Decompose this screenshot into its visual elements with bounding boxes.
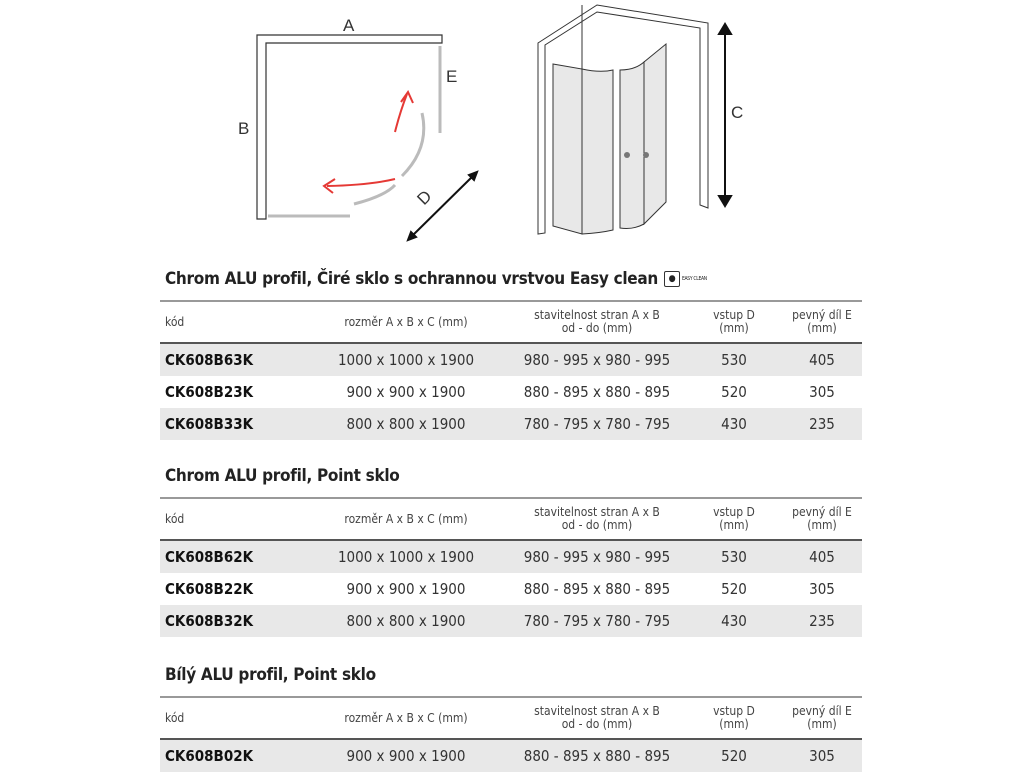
cell: 530 <box>721 547 747 566</box>
cell: 430 <box>721 611 747 630</box>
table-header: kód rozměr A x B x C (mm) stavitelnost stran A x B od - do (mm) vstup D (mm) pevný díl E (mm) <box>160 696 862 740</box>
cell: 980 - 995 x 980 - 995 <box>523 350 671 369</box>
product-table <box>160 696 862 772</box>
cell: 520 <box>721 579 747 598</box>
product-table <box>160 497 862 637</box>
cell: 305 <box>809 579 835 598</box>
label-b: B <box>238 119 250 138</box>
cell: CK608B23K <box>165 382 254 401</box>
cell: 900 x 900 x 1900 <box>346 382 466 401</box>
section-title: Bílý ALU profil, Point sklo <box>165 665 376 685</box>
cell: 430 <box>721 414 747 433</box>
cell: 900 x 900 x 1900 <box>346 746 466 765</box>
cell: 980 - 995 x 980 - 995 <box>523 547 671 566</box>
cell: 520 <box>721 382 747 401</box>
cell: CK608B63K <box>165 350 254 369</box>
table-row <box>160 408 862 440</box>
cell: 305 <box>809 746 835 765</box>
cell: 780 - 795 x 780 - 795 <box>523 414 671 433</box>
cell: 235 <box>809 414 835 433</box>
table-row <box>160 344 862 376</box>
label-d: D <box>413 186 436 209</box>
cell: 880 - 895 x 880 - 895 <box>523 382 671 401</box>
cell: CK608B62K <box>165 547 254 566</box>
cell: 800 x 800 x 1900 <box>346 611 466 630</box>
cell: 900 x 900 x 1900 <box>346 579 466 598</box>
label-e: E <box>446 67 458 86</box>
cell: CK608B32K <box>165 611 254 630</box>
table-row <box>160 541 862 573</box>
table-header: kód rozměr A x B x C (mm) stavitelnost stran A x B od - do (mm) vstup D (mm) pevný díl E (mm) <box>160 300 862 344</box>
section-title: Chrom ALU profil, Point sklo <box>165 466 400 486</box>
label-a: A <box>343 16 355 35</box>
cell: 520 <box>721 746 747 765</box>
cell: 1000 x 1000 x 1900 <box>337 350 475 369</box>
cell: 880 - 895 x 880 - 895 <box>523 579 671 598</box>
table-row <box>160 573 862 605</box>
product-table <box>160 300 862 440</box>
cell: CK608B22K <box>165 579 254 598</box>
cell: 235 <box>809 611 835 630</box>
cell: 800 x 800 x 1900 <box>346 414 466 433</box>
cell: CK608B33K <box>165 414 254 433</box>
water-drop-icon: ● <box>664 271 680 287</box>
cell: 405 <box>809 350 835 369</box>
cell: 880 - 895 x 880 - 895 <box>523 746 671 765</box>
shower-diagram <box>0 0 1024 260</box>
label-c: C <box>731 103 744 122</box>
table-header: kód rozměr A x B x C (mm) stavitelnost stran A x B od - do (mm) vstup D (mm) pevný díl E (mm) <box>160 497 862 541</box>
wall-profile <box>257 35 442 219</box>
cell: 1000 x 1000 x 1900 <box>337 547 475 566</box>
cell: 305 <box>809 382 835 401</box>
easy-clean-badge: ● EASY CLEAN <box>664 271 707 287</box>
cell: 405 <box>809 547 835 566</box>
table-row <box>160 740 862 772</box>
cell: CK608B02K <box>165 746 254 765</box>
section-title: Chrom ALU profil, Čiré sklo s ochrannou vrstvou Easy clean ● EASY CLEAN <box>165 269 707 289</box>
table-row <box>160 376 862 408</box>
table-row <box>160 605 862 637</box>
cell: 780 - 795 x 780 - 795 <box>523 611 671 630</box>
cell: 530 <box>721 350 747 369</box>
